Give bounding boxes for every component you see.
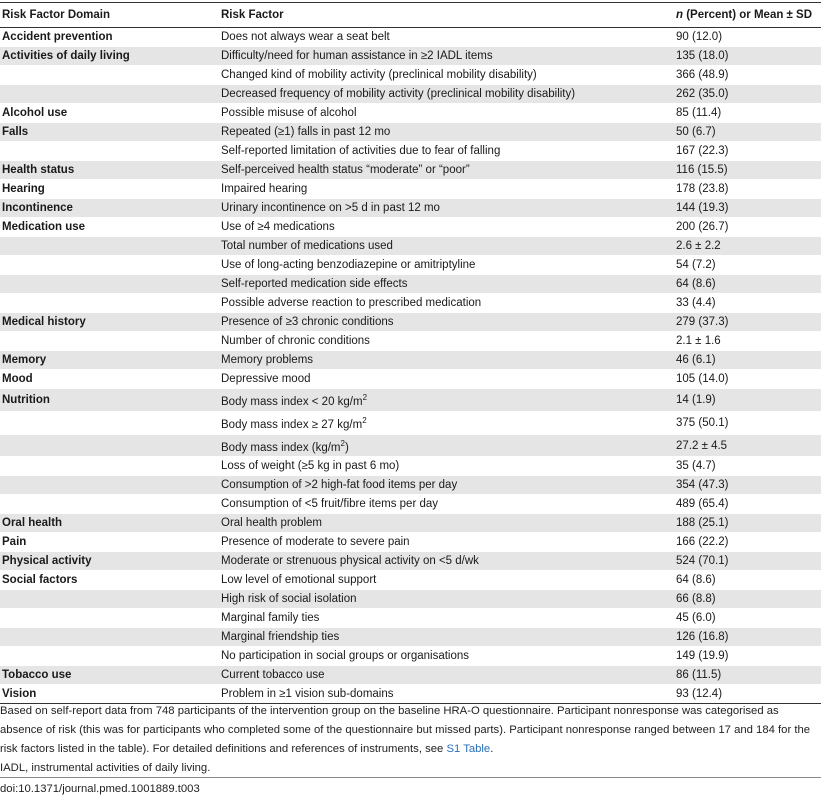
cell-value: 93 (12.4) [674,685,821,704]
table-row [0,199,821,218]
table-row [0,218,821,237]
cell-value: 27.2 ± 4.5 [674,434,821,457]
header-factor: Risk Factor [219,3,674,28]
cell-domain: Nutrition [0,389,219,412]
factor-text: Use of long-acting benzodiazepine or amitriptyline [221,259,476,271]
table-row [0,66,821,85]
cell-value: 86 (11.5) [674,666,821,685]
factor-text: Does not always wear a seat belt [221,31,390,43]
cell-factor [219,495,674,514]
cell-factor [219,256,674,275]
table-row [0,476,821,495]
cell-factor [219,313,674,332]
divider [0,777,821,778]
cell-domain: Alcohol use [0,104,219,123]
cell-value: 66 (8.8) [674,590,821,609]
cell-domain: Oral health [0,514,219,533]
cell-domain [0,256,219,275]
factor-text: Possible adverse reaction to prescribed medication [221,297,482,309]
table-row [0,47,821,66]
factor-text: Urinary incontinence on >5 d in past 12 mo [221,202,440,214]
table-row [0,123,821,142]
table-row [0,514,821,533]
factor-text: Total number of medications used [221,240,393,252]
factor-text: Marginal family ties [221,612,320,625]
cell-factor [219,142,674,161]
footnote-abbreviation: IADL, instrumental activities of daily living. [0,762,211,774]
factor-superscript: 2 [362,393,368,402]
cell-factor [219,389,674,412]
cell-factor [219,294,674,313]
cell-domain: Medication use [0,218,219,237]
header-value-rest: (Percent) or Mean ± SD [683,9,813,21]
cell-value: 85 (11.4) [674,104,821,123]
factor-text: Consumption of >2 high-fat food items per day [221,479,458,492]
cell-value: 354 (47.3) [674,476,821,495]
cell-domain: Medical history [0,313,219,332]
cell-value: 35 (4.7) [674,457,821,476]
factor-text: Body mass index < 20 kg/m [221,395,363,408]
cell-factor [219,199,674,218]
factor-superscript: 2 [362,415,367,425]
cell-value: 46 (6.1) [674,351,821,370]
cell-value: 45 (6.0) [674,609,821,628]
factor-text: Self-perceived health status “moderate” or “poor” [221,164,470,176]
factor-text: Difficulty/need for human assistance in ≥2 IADL items [221,50,493,62]
table-row [0,256,821,275]
table-row [0,237,821,256]
table-row [0,647,821,666]
cell-domain: Tobacco use [0,666,219,685]
cell-domain [0,495,219,514]
factor-text: Current tobacco use [221,669,325,682]
table-row [0,495,821,514]
header-value [674,3,821,28]
footnote-main [0,702,819,759]
cell-factor [219,590,674,609]
cell-value: 166 (22.2) [674,533,821,552]
cell-factor [219,666,674,685]
factor-text: Changed kind of mobility activity (preclinical mobility disability) [221,69,537,81]
cell-domain [0,628,219,647]
cell-value: 366 (48.9) [674,66,821,85]
table-row [0,275,821,294]
cell-domain [0,237,219,256]
table-row [0,628,821,647]
cell-factor [219,411,674,434]
table-row [0,370,821,389]
cell-value: 126 (16.8) [674,628,821,647]
cell-domain [0,294,219,313]
cell-domain: Health status [0,161,219,180]
table-body [0,28,821,704]
cell-value: 64 (8.6) [674,275,821,294]
factor-text: Self-reported medication side effects [221,278,408,290]
factor-text: High risk of social isolation [221,593,357,606]
cell-factor [219,180,674,199]
factor-text: Marginal friendship ties [221,631,340,644]
cell-domain: Incontinence [0,199,219,218]
cell-value: 2.6 ± 2.2 [674,237,821,256]
table-row [0,351,821,370]
cell-value: 279 (37.3) [674,313,821,332]
cell-value: 524 (70.1) [674,552,821,571]
cell-domain [0,85,219,104]
cell-value: 188 (25.1) [674,514,821,533]
factor-suffix: ) [344,441,349,454]
table-row [0,104,821,123]
factor-text: Presence of moderate to severe pain [221,536,410,549]
cell-value: 2.1 ± 1.6 [674,332,821,351]
cell-value: 135 (18.0) [674,47,821,66]
cell-factor [219,351,674,370]
cell-value: 64 (8.6) [674,571,821,590]
cell-domain: Mood [0,370,219,389]
cell-factor [219,457,674,476]
cell-factor [219,275,674,294]
footnote-text: Based on self-report data from 748 participants of the intervention group on the baseline HRA-O questionnaire. Participant nonresponse was categorised as absence of risk (this was for participants who completed some of the questionnaire but missed parts). Participant nonresponse ranged between 17 and 184 for the risk factors listed in the table). For detailed definitions and references of instruments, see [0,705,811,755]
table-row [0,294,821,313]
factor-text: Consumption of <5 fruit/fibre items per day [221,498,439,511]
cell-domain: Memory [0,351,219,370]
cell-value: 116 (15.5) [674,161,821,180]
cell-domain: Falls [0,123,219,142]
cell-factor [219,514,674,533]
cell-domain: Pain [0,533,219,552]
table-row [0,180,821,199]
cell-value: 262 (35.0) [674,85,821,104]
cell-domain: Social factors [0,571,219,590]
cell-domain: Vision [0,685,219,704]
cell-domain [0,66,219,85]
table-row [0,332,821,351]
factor-text: Presence of ≥3 chronic conditions [221,316,394,328]
cell-value: 90 (12.0) [674,28,821,47]
cell-factor [219,533,674,552]
factor-text: Oral health problem [221,517,322,530]
cell-value: 54 (7.2) [674,256,821,275]
cell-value: 200 (26.7) [674,218,821,237]
cell-factor [219,123,674,142]
table-row [0,457,821,476]
factor-text: Problem in ≥1 vision sub-domains [221,688,394,701]
cell-domain [0,142,219,161]
cell-factor [219,552,674,571]
cell-factor [219,237,674,256]
cell-factor [219,370,674,389]
cell-domain [0,457,219,476]
table-row [0,28,821,47]
cell-domain: Physical activity [0,552,219,571]
factor-text: Possible misuse of alcohol [221,107,357,119]
cell-factor [219,476,674,495]
cell-domain: Accident prevention [0,28,219,47]
table-row [0,411,821,434]
table-row [0,571,821,590]
cell-factor [219,628,674,647]
cell-factor [219,434,674,457]
cell-domain: Hearing [0,180,219,199]
cell-value: 105 (14.0) [674,370,821,389]
table-header-row [0,3,821,28]
cell-factor [219,28,674,47]
cell-factor [219,104,674,123]
factor-text: Moderate or strenuous physical activity on <5 d/wk [221,555,479,568]
cell-value: 33 (4.4) [674,294,821,313]
cell-domain [0,647,219,666]
factor-text: Low level of emotional support [221,574,377,587]
factor-text: Repeated (≥1) falls in past 12 mo [221,126,391,138]
factor-superscript: 2 [340,438,345,448]
doi-text: doi:10.1371/journal.pmed.1001889.t003 [0,783,200,795]
cell-factor [219,571,674,590]
cell-domain [0,411,219,434]
cell-factor [219,47,674,66]
cell-factor [219,66,674,85]
table-row [0,85,821,104]
factor-text: Number of chronic conditions [221,335,370,347]
cell-factor [219,161,674,180]
table-row [0,533,821,552]
table-row [0,142,821,161]
factor-text: Body mass index ≥ 27 kg/m [221,418,363,431]
cell-value: 144 (19.3) [674,199,821,218]
factor-text: Use of ≥4 medications [221,221,335,233]
factor-text: No participation in social groups or organisations [221,650,470,663]
factor-text: Memory problems [221,354,314,366]
footnote-end: . [490,743,494,755]
cell-value: 167 (22.3) [674,142,821,161]
risk-factor-table [0,2,821,704]
cell-factor [219,647,674,666]
header-value-n: n [676,9,684,21]
table-row [0,609,821,628]
table-row [0,434,821,457]
cell-value: 178 (23.8) [674,180,821,199]
s1-table-link[interactable]: S1 Table [446,743,491,755]
cell-value: 375 (50.1) [674,411,821,434]
table-row [0,666,821,685]
cell-domain [0,332,219,351]
cell-factor [219,218,674,237]
cell-domain [0,609,219,628]
cell-factor [219,332,674,351]
cell-domain [0,275,219,294]
table-row [0,161,821,180]
cell-domain [0,590,219,609]
table-footnote [0,702,819,778]
factor-text: Self-reported limitation of activities due to fear of falling [221,145,501,157]
cell-domain: Activities of daily living [0,47,219,66]
table-row [0,389,821,412]
table-row [0,552,821,571]
cell-factor [219,609,674,628]
factor-text: Body mass index (kg/m [221,441,341,454]
cell-value: 14 (1.9) [674,389,821,412]
cell-value: 489 (65.4) [674,495,821,514]
table-row [0,313,821,332]
cell-domain [0,476,219,495]
table-row [0,590,821,609]
cell-value: 149 (19.9) [674,647,821,666]
factor-text: Loss of weight (≥5 kg in past 6 mo) [221,460,400,473]
cell-value: 50 (6.7) [674,123,821,142]
factor-text: Impaired hearing [221,183,308,195]
cell-domain [0,434,219,457]
factor-text: Depressive mood [221,373,311,385]
factor-text: Decreased frequency of mobility activity (preclinical mobility disability) [221,88,576,100]
header-domain: Risk Factor Domain [0,3,219,28]
cell-factor [219,85,674,104]
